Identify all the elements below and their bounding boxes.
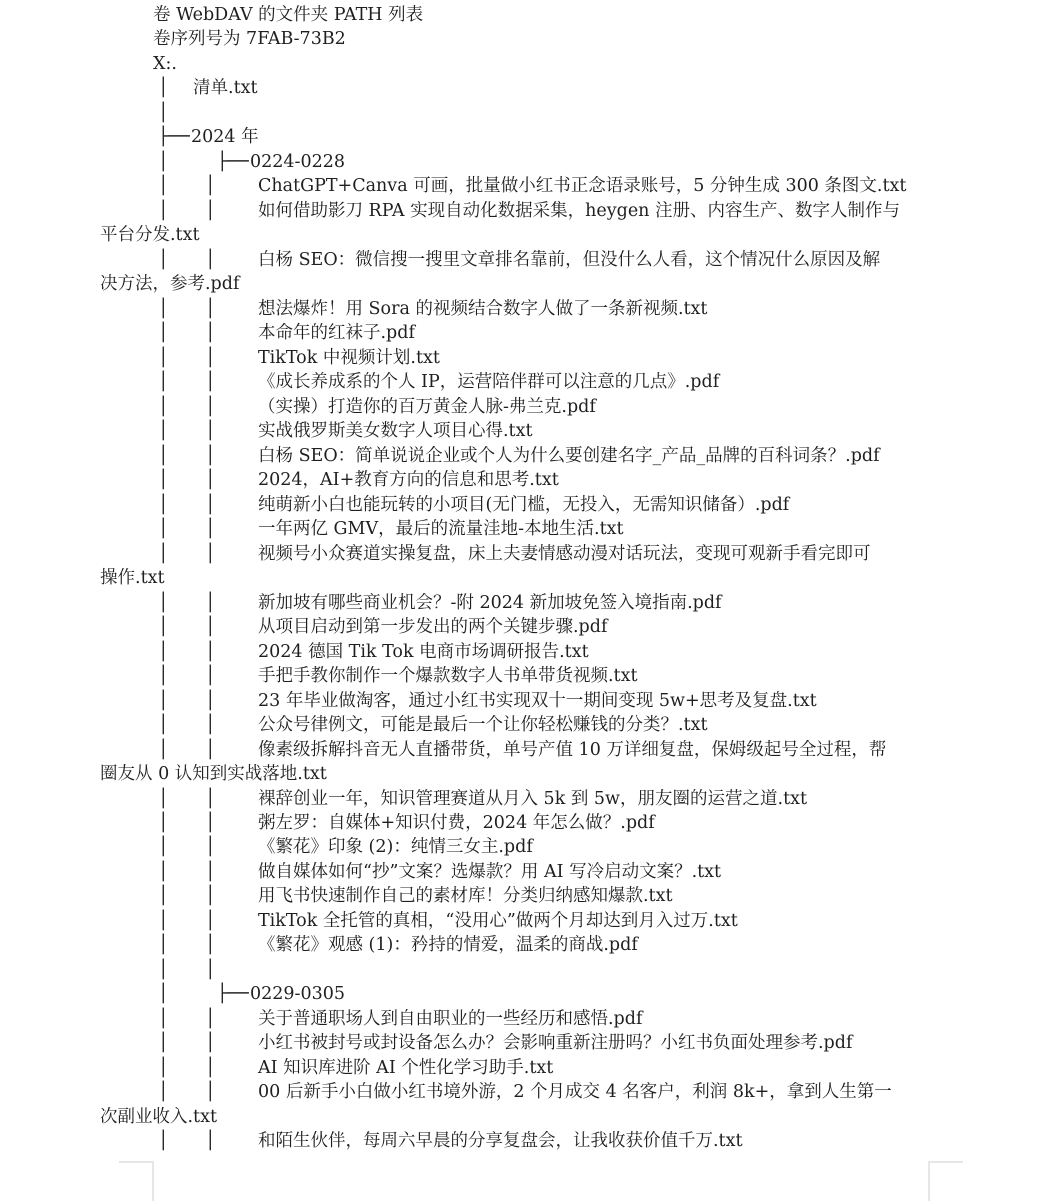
- file-name-wrapped: 决方法，参考.pdf: [100, 274, 240, 295]
- file-name: 本命年的红袜子.pdf: [258, 323, 415, 344]
- tree-vertical-bar-icon: │: [205, 200, 216, 221]
- tree-branch-icon: ├──: [217, 984, 249, 1005]
- tree-vertical-bar-icon: │: [205, 910, 216, 931]
- file-name: 和陌生伙伴，每周六早晨的分享复盘会，让我收获价值千万.txt: [258, 1131, 743, 1152]
- file-name: （实操）打造你的百万黄金人脉-弗兰克.pdf: [258, 396, 596, 417]
- tree-line: [0, 517, 1045, 542]
- file-name: 视频号小众赛道实操复盘，床上夫妻情感动漫对话玩法，变现可观新手看完即可: [258, 543, 871, 564]
- file-name: TikTok 全托管的真相，“没用心”做两个月却达到月入过万.txt: [258, 910, 738, 931]
- tree-vertical-bar-icon: │: [158, 935, 169, 956]
- file-name: 《成长养成系的个人 IP，运营陪伴群可以注意的几点》.pdf: [258, 372, 720, 393]
- tree-vertical-bar-icon: │: [158, 715, 169, 736]
- tree-vertical-bar-icon: │: [158, 641, 169, 662]
- tree-vertical-bar-icon: │: [158, 347, 169, 368]
- tree-line: [0, 1007, 1045, 1032]
- tree-vertical-bar-icon: │: [158, 690, 169, 711]
- tree-vertical-bar-icon: │: [158, 617, 169, 638]
- folder-name: 2024 年: [191, 127, 259, 148]
- tree-vertical-bar-icon: │: [205, 641, 216, 662]
- tree-line: [0, 689, 1045, 714]
- tree-branch-icon: ├──: [158, 127, 190, 148]
- tree-vertical-bar-icon: │: [205, 176, 216, 197]
- tree-vertical-bar-icon: │: [158, 739, 169, 760]
- tree-line: [0, 27, 1045, 52]
- tree-vertical-bar-icon: │: [158, 813, 169, 833]
- file-name: 小红书被封号或封设备怎么办？会影响重新注册吗？小红书负面处理参考.pdf: [258, 1033, 853, 1054]
- tree-vertical-bar-icon: │: [158, 445, 169, 466]
- file-name: 《繁花》印象 (2)：纯情三女主.pdf: [258, 837, 533, 858]
- file-name: 做自媒体如何“抄”文案？选爆款？用 AI 写冷启动文案？.txt: [258, 861, 722, 882]
- file-name: 00 后新手小白做小红书境外游，2 个月成交 4 名客户，利润 8k+，拿到人生第一: [258, 1082, 892, 1103]
- tree-line: [0, 1080, 1045, 1105]
- tree-line: [0, 346, 1045, 371]
- file-name: 实战俄罗斯美女数字人项目心得.txt: [258, 421, 533, 442]
- page-corner-mark-right: [928, 1161, 963, 1201]
- tree-vertical-bar-icon: │: [205, 837, 216, 858]
- tree-line: [0, 493, 1045, 518]
- file-name: ChatGPT+Canva 可画，批量做小红书正念语录账号，5 分钟生成 300 条图文.txt: [258, 176, 907, 197]
- tree-vertical-bar-icon: │: [158, 396, 169, 417]
- tree-vertical-bar-icon: │: [158, 1033, 169, 1054]
- tree-vertical-bar-icon: │: [158, 494, 169, 515]
- tree-line: [0, 248, 1045, 273]
- tree-vertical-bar-icon: │: [205, 739, 216, 760]
- file-name: 公众号律例文，可能是最后一个让你轻松赚钱的分类？.txt: [258, 715, 708, 736]
- tree-vertical-bar-icon: │: [205, 690, 216, 711]
- folder-name: 0229-0305: [250, 984, 345, 1005]
- tree-vertical-bar-icon: │: [158, 959, 169, 980]
- file-name-wrapped: 操作.txt: [100, 568, 165, 589]
- tree-vertical-bar-icon: │: [158, 886, 169, 907]
- tree-line: [0, 1056, 1045, 1081]
- tree-vertical-bar-icon: │: [205, 470, 216, 491]
- tree-vertical-bar-icon: │: [158, 151, 169, 172]
- file-name-wrapped: 圈友从 0 认知到实战落地.txt: [100, 764, 327, 785]
- listing-header-text: 卷序列号为 7FAB-73B2: [153, 29, 346, 50]
- file-name: 用飞书快速制作自己的素材库！分类归纳感知爆款.txt: [258, 886, 673, 907]
- tree-line: [0, 909, 1045, 934]
- tree-line: [0, 811, 1045, 836]
- tree-line: [0, 150, 1045, 175]
- tree-line: [0, 933, 1045, 958]
- tree-vertical-bar-icon: │: [205, 298, 216, 319]
- tree-line: [0, 444, 1045, 469]
- tree-vertical-bar-icon: │: [158, 910, 169, 931]
- file-name: TikTok 中视频计划.txt: [258, 347, 440, 368]
- tree-vertical-bar-icon: │: [158, 543, 169, 564]
- listing-header-text: X:.: [153, 53, 177, 74]
- tree-vertical-bar-icon: │: [158, 176, 169, 197]
- tree-line: [0, 321, 1045, 346]
- file-name: 粥左罗：自媒体+知识付费，2024 年怎么做？.pdf: [258, 813, 655, 833]
- tree-vertical-bar-icon: │: [205, 543, 216, 564]
- page-corner-mark-left: [119, 1161, 154, 1201]
- tree-line: [0, 615, 1045, 640]
- tree-line: [0, 958, 1045, 983]
- tree-vertical-bar-icon: │: [205, 617, 216, 638]
- tree-line: [0, 664, 1045, 689]
- file-name-wrapped: 次副业收入.txt: [100, 1106, 217, 1127]
- tree-line: [0, 787, 1045, 812]
- tree-line: [0, 1031, 1045, 1056]
- tree-line: [0, 566, 1045, 591]
- file-name-wrapped: 平台分发.txt: [100, 225, 200, 246]
- tree-line: [0, 884, 1045, 909]
- file-name: 纯萌新小白也能玩转的小项目(无门槛，无投入，无需知识储备）.pdf: [258, 494, 790, 515]
- tree-branch-icon: ├──: [217, 151, 249, 172]
- tree-vertical-bar-icon: │: [158, 470, 169, 491]
- file-name: 白杨 SEO：简单说说企业或个人为什么要创建名字_产品_品牌的百科词条？.pdf: [258, 445, 880, 466]
- tree-line: [0, 591, 1045, 616]
- file-name: 2024，AI+教育方向的信息和思考.txt: [258, 470, 559, 491]
- tree-vertical-bar-icon: │: [205, 959, 216, 980]
- file-name: 如何借助影刀 RPA 实现自动化数据采集，heygen 注册、内容生产、数字人制作与: [258, 200, 901, 221]
- tree-vertical-bar-icon: │: [205, 1082, 216, 1103]
- tree-vertical-bar-icon: │: [158, 421, 169, 442]
- tree-vertical-bar-icon: │: [158, 249, 169, 270]
- tree-vertical-bar-icon: │: [158, 666, 169, 687]
- tree-vertical-bar-icon: │: [158, 984, 169, 1005]
- tree-line: [0, 223, 1045, 248]
- folder-name: 0224-0228: [250, 151, 345, 172]
- file-name: AI 知识库进阶 AI 个性化学习助手.txt: [258, 1057, 554, 1078]
- tree-line: [0, 860, 1045, 885]
- tree-vertical-bar-icon: │: [158, 78, 169, 99]
- tree-line: [0, 125, 1045, 150]
- tree-vertical-bar-icon: │: [205, 935, 216, 956]
- tree-line: [0, 395, 1045, 420]
- tree-vertical-bar-icon: │: [158, 1082, 169, 1103]
- tree-vertical-bar-icon: │: [205, 592, 216, 613]
- tree-vertical-bar-icon: │: [205, 788, 216, 809]
- tree-vertical-bar-icon: │: [205, 715, 216, 736]
- tree-vertical-bar-icon: │: [158, 1008, 169, 1029]
- tree-vertical-bar-icon: │: [158, 592, 169, 613]
- tree-vertical-bar-icon: │: [205, 1057, 216, 1078]
- tree-vertical-bar-icon: │: [158, 788, 169, 809]
- tree-line: [0, 1105, 1045, 1130]
- tree-line: [0, 1129, 1045, 1154]
- tree-vertical-bar-icon: │: [205, 1033, 216, 1054]
- tree-line: [0, 52, 1045, 77]
- tree-vertical-bar-icon: │: [205, 813, 216, 833]
- tree-line: [0, 370, 1045, 395]
- tree-vertical-bar-icon: │: [205, 494, 216, 515]
- tree-line: [0, 272, 1045, 297]
- file-name: 像素级拆解抖音无人直播带货，单号产值 10 万详细复盘，保姆级起号全过程，帮: [258, 739, 887, 760]
- listing-header-text: 卷 WebDAV 的文件夹 PATH 列表: [153, 5, 424, 25]
- tree-line: [0, 199, 1045, 224]
- tree-line: [0, 468, 1045, 493]
- tree-line: [0, 835, 1045, 860]
- tree-line: [0, 3, 1045, 28]
- tree-line: [0, 738, 1045, 763]
- tree-line: [0, 762, 1045, 787]
- tree-vertical-bar-icon: │: [158, 298, 169, 319]
- file-name: 《繁花》观感 (1)：矜持的情爱，温柔的商战.pdf: [258, 935, 638, 956]
- tree-vertical-bar-icon: │: [205, 347, 216, 368]
- tree-line: [0, 419, 1045, 444]
- file-name: 一年两亿 GMV，最后的流量洼地-本地生活.txt: [258, 519, 624, 540]
- tree-vertical-bar-icon: │: [158, 837, 169, 858]
- tree-vertical-bar-icon: │: [158, 102, 169, 123]
- tree-vertical-bar-icon: │: [205, 372, 216, 393]
- tree-vertical-bar-icon: │: [205, 421, 216, 442]
- tree-line: [0, 542, 1045, 567]
- tree-vertical-bar-icon: │: [158, 200, 169, 221]
- tree-line: [0, 101, 1045, 126]
- file-name: 2024 德国 Tik Tok 电商市场调研报告.txt: [258, 641, 589, 662]
- tree-line: [0, 713, 1045, 738]
- tree-line: [0, 640, 1045, 665]
- tree-vertical-bar-icon: │: [205, 249, 216, 270]
- file-name: 想法爆炸！用 Sora 的视频结合数字人做了一条新视频.txt: [258, 298, 708, 319]
- file-name: 手把手教你制作一个爆款数字人书单带货视频.txt: [258, 666, 638, 687]
- tree-line: [0, 174, 1045, 199]
- file-name: 23 年毕业做淘客，通过小红书实现双十一期间变现 5w+思考及复盘.txt: [258, 690, 817, 711]
- tree-vertical-bar-icon: │: [205, 519, 216, 540]
- tree-vertical-bar-icon: │: [158, 519, 169, 540]
- file-name: 白杨 SEO：微信搜一搜里文章排名靠前，但没什么人看，这个情况什么原因及解: [258, 249, 881, 270]
- tree-vertical-bar-icon: │: [205, 396, 216, 417]
- file-name: 新加坡有哪些商业机会？-附 2024 新加坡免签入境指南.pdf: [258, 592, 722, 613]
- file-name: 关于普通职场人到自由职业的一些经历和感悟.pdf: [258, 1008, 643, 1029]
- tree-vertical-bar-icon: │: [205, 1131, 216, 1152]
- tree-line: [0, 982, 1045, 1007]
- tree-vertical-bar-icon: │: [205, 445, 216, 466]
- tree-vertical-bar-icon: │: [205, 886, 216, 907]
- tree-line: [0, 297, 1045, 322]
- tree-vertical-bar-icon: │: [158, 1057, 169, 1078]
- tree-line: [0, 76, 1045, 101]
- tree-vertical-bar-icon: │: [205, 861, 216, 882]
- tree-vertical-bar-icon: │: [158, 323, 169, 344]
- file-name: 从项目启动到第一步发出的两个关键步骤.pdf: [258, 617, 608, 638]
- file-name: 清单.txt: [193, 78, 258, 99]
- tree-vertical-bar-icon: │: [205, 1008, 216, 1029]
- tree-vertical-bar-icon: │: [205, 323, 216, 344]
- tree-vertical-bar-icon: │: [158, 1131, 169, 1152]
- tree-vertical-bar-icon: │: [158, 372, 169, 393]
- file-name: 裸辞创业一年，知识管理赛道从月入 5k 到 5w，朋友圈的运营之道.txt: [258, 788, 808, 809]
- tree-vertical-bar-icon: │: [158, 861, 169, 882]
- tree-vertical-bar-icon: │: [205, 666, 216, 687]
